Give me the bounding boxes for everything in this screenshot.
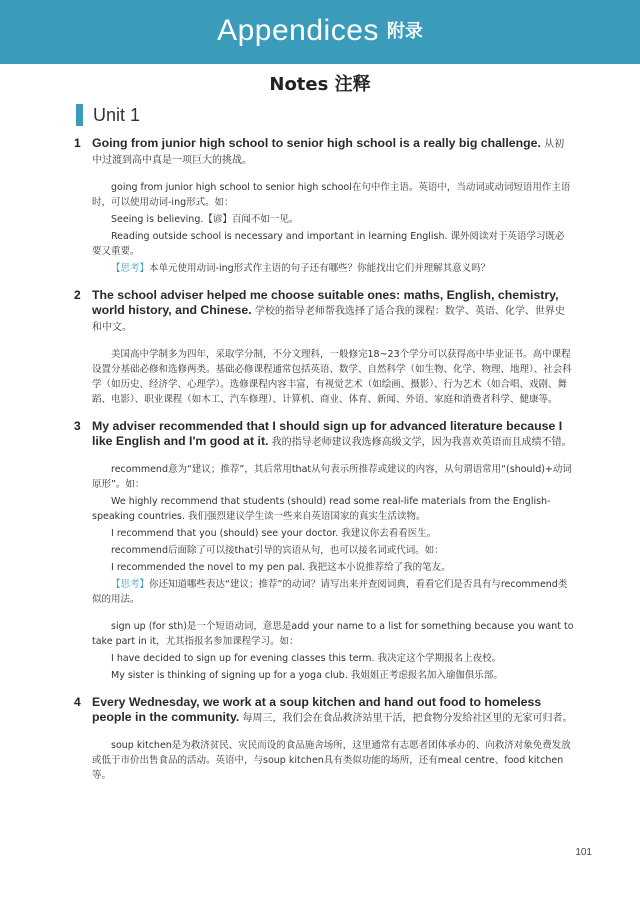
think-text: 本单元使用动词-ing形式作主语的句子还有哪些？你能找出它们并理解其意义吗？	[149, 263, 491, 274]
note-example: We highly recommend that students (should) read some real-life materials from the English-speaking countries. 我们强烈建议学生读一些来自英语国家的真实生活读物。	[92, 496, 551, 522]
note-example: Reading outside school is necessary and important in learning English. 课外阅读对于英语学习既必要又重要。	[92, 231, 565, 257]
unit-heading	[76, 104, 140, 126]
note-sentence-en: Going from junior high school to senior high school is a really big challenge.	[92, 136, 541, 150]
note-sentence-zh: 我的指导老师建议我选修高级文学，因为我喜欢英语而且成绩不错。	[268, 437, 572, 448]
think-tag: 【思考】	[111, 263, 150, 274]
note-example: I have decided to sign up for evening classes this term. 我决定这个学期报名上夜校。	[111, 653, 502, 664]
note-example: I recommended the novel to my pen pal. 我把这本小说推荐给了我的笔友。	[111, 562, 451, 573]
note-2	[74, 288, 574, 407]
header-title-zh: 附录	[386, 21, 423, 42]
note-number: 2	[74, 288, 81, 302]
note-sentence-zh: 每周三，我们会在食品救济站里干活，把食物分发给社区里的无家可归者。	[239, 713, 573, 724]
unit-label: Unit 1	[93, 104, 141, 125]
note-sentence-zh: 从初中过渡到高中真是一项巨大的挑战。	[92, 139, 565, 166]
header-title-en: Appendices	[217, 14, 379, 47]
think-text: 你还知道哪些表达“建议；推荐”的动词？请写出来并查阅词典，看看它们是否具有与recommend类似的用法。	[92, 579, 568, 605]
note-paragraph: recommend后面除了可以接that引导的宾语从句，也可以接名词或代词。如：	[111, 545, 444, 556]
appendices-header	[0, 0, 640, 64]
note-paragraph: sign up (for sth)是一个短语动词，意思是add your name to a list for something because you want to take part in it，尤其指报名参加课程学习。如：	[92, 621, 574, 647]
note-example: My sister is thinking of signing up for a yoga club. 我姐姐正考虑报名加入瑜伽俱乐部。	[111, 670, 503, 681]
note-1	[74, 136, 574, 276]
note-example: I recommend that you (should) see your doctor. 我建议你去看看医生。	[111, 528, 437, 539]
note-number: 3	[74, 419, 81, 433]
note-think	[92, 577, 574, 607]
note-think	[92, 261, 574, 276]
header-title	[0, 14, 640, 48]
note-number: 1	[74, 136, 81, 150]
think-tag: 【思考】	[111, 579, 150, 590]
note-sentence-en: My adviser recommended that I should sign up for advanced literature because I like English and I'm good at it.	[92, 419, 563, 448]
note-example: Seeing is believing.【谚】百闻不如一见。	[111, 214, 299, 225]
note-sentence-en: The school adviser helped me choose suitable ones: maths, English, chemistry, world history, and Chinese.	[92, 288, 559, 317]
note-sentence-en: Every Wednesday, we work at a soup kitchen and hand out food to homeless people in the community.	[92, 695, 542, 724]
page-number: 101	[575, 847, 592, 858]
note-heading	[74, 288, 574, 335]
note-heading	[74, 419, 574, 450]
note-4	[74, 695, 574, 783]
unit-bar-icon	[76, 104, 83, 126]
note-paragraph: soup kitchen是为救济贫民、灾民而设的食品施舍场所，这里通常有志愿者团体承办的、向救济对象免费发放或低于市价出售食品的活动。英语中，与soup kitchen具有类似功能的场所，还有meal centre、food kitchen等。	[92, 740, 571, 781]
note-sentence-zh: 学校的指导老师帮我选择了适合我的课程：数学、英语、化学、世界史和中文。	[92, 306, 565, 333]
note-number: 4	[74, 695, 81, 709]
note-heading	[74, 136, 574, 168]
notes-title: Notes 注释	[269, 74, 371, 95]
note-paragraph: recommend意为“建议；推荐”，其后常用that从句表示所推荐或建议的内容，从句谓语常用“(should)+动词原形”。如：	[92, 464, 572, 490]
notes-content	[74, 136, 574, 795]
note-paragraph: 美国高中学制多为四年，采取学分制，不分文理科，一般修完18~23个学分可以获得高中毕业证书。高中课程设置分基础必修和选修两类。基础必修课程通常包括英语、数学、自然科学（如生物、化学、物理、地理）、社会科学（如历史、经济学、心理学）。选修课程内容丰富，有视觉艺术（如绘画、摄影）、行为艺术（如合唱、戏剧、舞蹈、电影）、职业课程（如木工、汽车修理）、计算机、商业、体育、新闻、外语、家庭和消费者科学、健康等。	[92, 349, 572, 405]
note-heading	[74, 695, 574, 726]
note-paragraph: going from junior high school to senior high school在句中作主语。英语中，当动词或动词短语用作主语时，可以使用动词-ing形式。如：	[92, 182, 571, 208]
note-3	[74, 419, 574, 683]
